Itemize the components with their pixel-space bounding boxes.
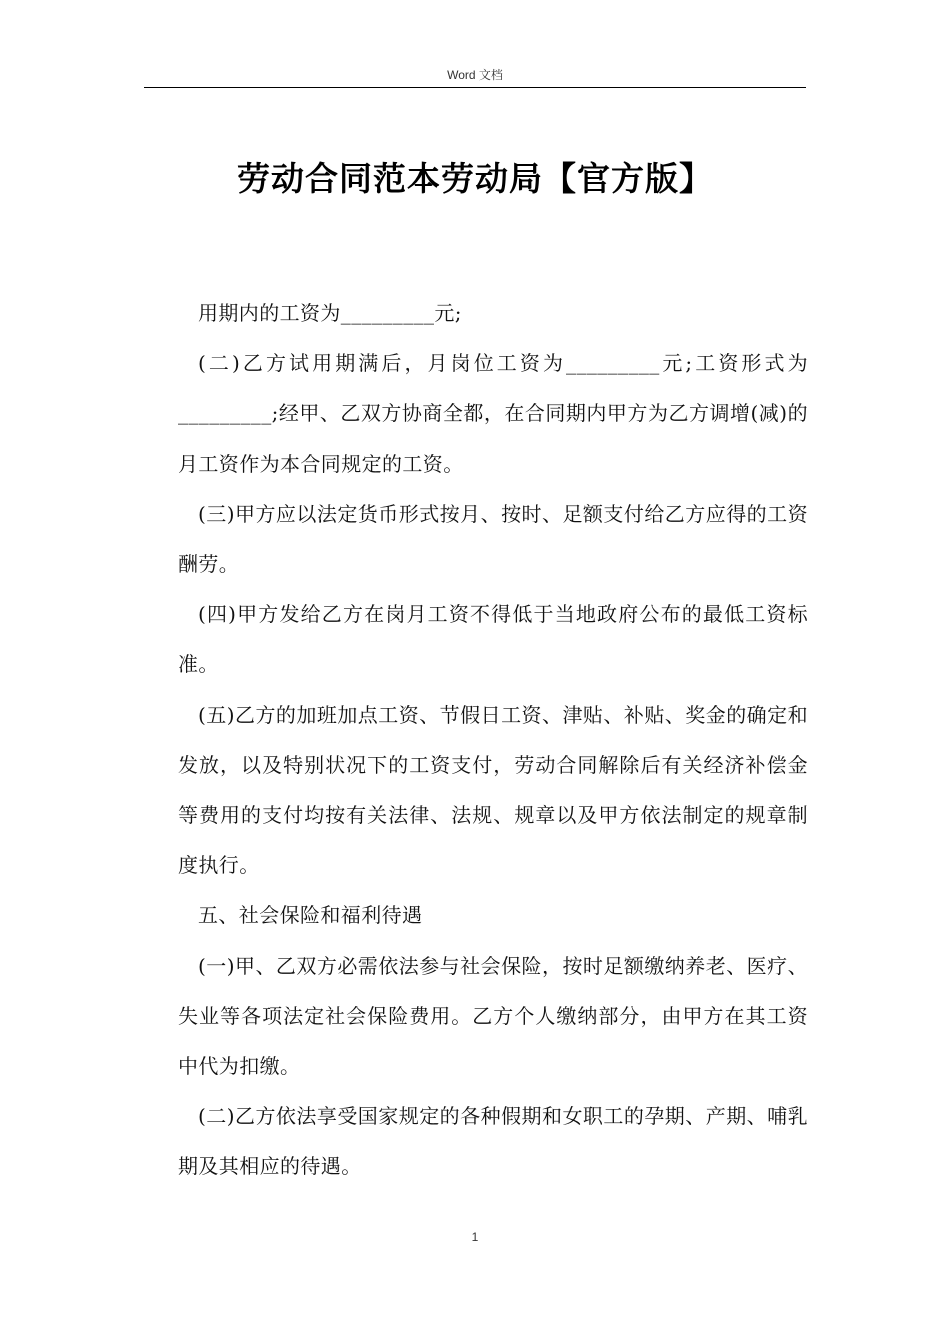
paragraph-overtime-pay: (五)乙方的加班加点工资、节假日工资、津贴、补贴、奖金的确定和发放，以及特别状况下的工资支付，劳动合同解除后有关经济补偿金等费用的支付均按有关法律、法规、规章以及甲方依法制定的规章制度执行。 [178, 702, 808, 878]
paragraph-probation-salary: 用期内的工资为_________元; [198, 301, 462, 325]
section-heading-social-insurance: 五、社会保险和福利待遇 [198, 903, 423, 928]
paragraph-post-probation-salary: (二)乙方试用期满后，月岗位工资为_________元;工资形式为_________;经甲、乙双方协商全都，在合同期内甲方为乙方调增(减)的月工资作为本合同规定的工资。 [178, 351, 808, 476]
paragraph-minimum-wage: (四)甲方发给乙方在岗月工资不得低于当地政府公布的最低工资标准。 [178, 602, 808, 677]
document-body [178, 288, 808, 1192]
paragraph-social-insurance: (一)甲、乙双方必需依法参与社会保险，按时足额缴纳养老、医疗、失业等各项法定社会保险费用。乙方个人缴纳部分，由甲方在其工资中代为扣缴。 [178, 953, 808, 1079]
paragraph-leave-benefits: (二)乙方依法享受国家规定的各种假期和女职工的孕期、产期、哺乳期及其相应的待遇。 [178, 1104, 808, 1179]
document-title: 劳动合同范本劳动局【官方版】 [237, 159, 713, 198]
paragraph-payment-method: (三)甲方应以法定货币形式按月、按时、足额支付给乙方应得的工资酬劳。 [178, 501, 808, 577]
header-divider [144, 87, 806, 88]
page-number: 1 [471, 1230, 479, 1244]
page-header: Word 文档 [447, 68, 503, 82]
